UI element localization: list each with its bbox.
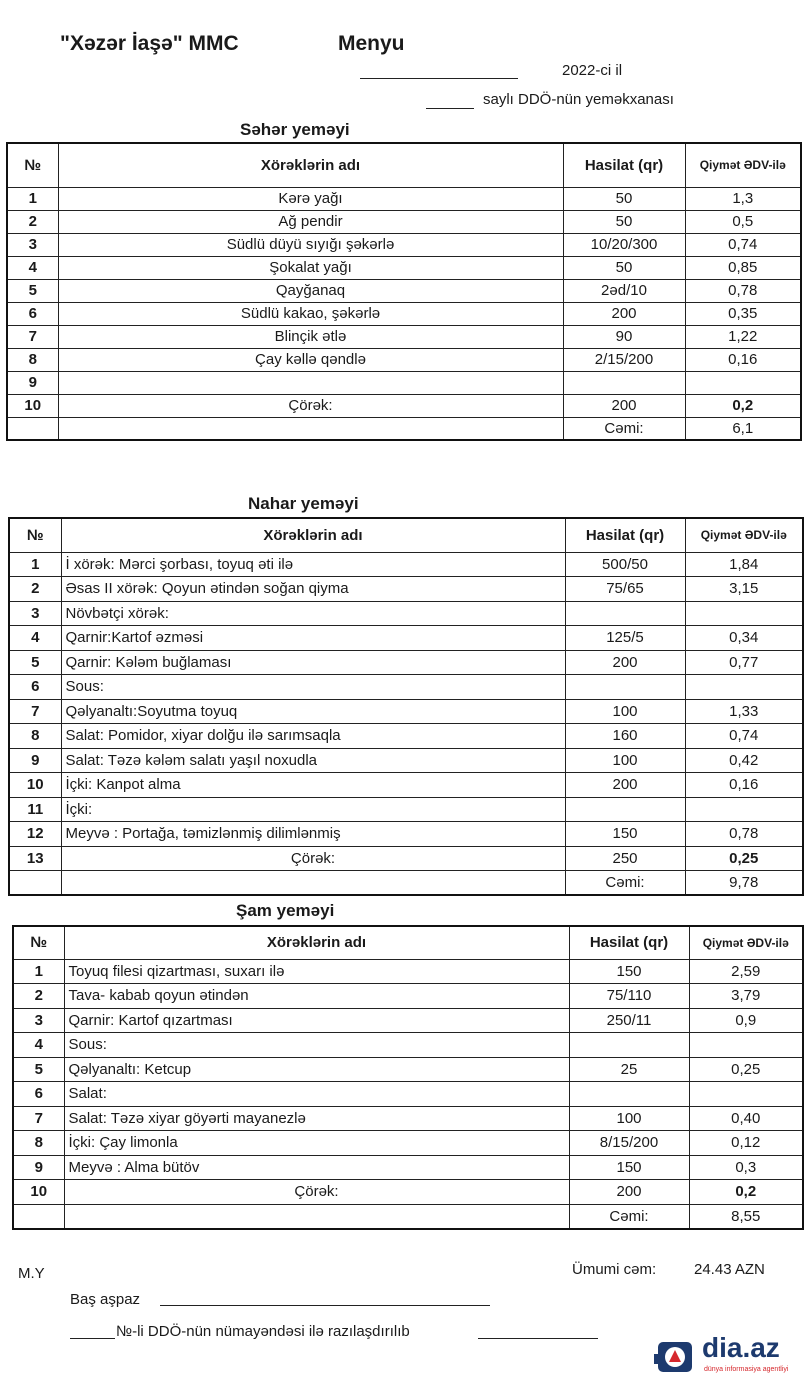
dish-amount: 100 xyxy=(565,699,685,724)
table-row xyxy=(9,846,803,871)
column-header-price: Qiymət ƏDV-ilə xyxy=(689,926,803,959)
table-row xyxy=(9,699,803,724)
row-number: 2 xyxy=(7,210,58,233)
dish-price xyxy=(685,601,803,626)
dish-name: Qarnir: Kələm buğlaması xyxy=(61,650,565,675)
dish-price: 0,42 xyxy=(685,748,803,773)
dish-amount xyxy=(565,675,685,700)
dish-price: 1,84 xyxy=(685,552,803,577)
dish-price: 0,16 xyxy=(685,348,801,371)
row-number: 4 xyxy=(9,626,61,651)
row-number: 7 xyxy=(7,325,58,348)
dish-price: 0,2 xyxy=(689,1180,803,1205)
row-number: 3 xyxy=(7,233,58,256)
dish-amount xyxy=(565,601,685,626)
dish-amount xyxy=(569,1082,689,1107)
chef-signature-line xyxy=(160,1305,490,1306)
dia-az-watermark xyxy=(652,1330,802,1380)
table-row xyxy=(13,1180,803,1205)
table-row xyxy=(13,1082,803,1107)
dish-amount: 150 xyxy=(569,959,689,984)
table-row xyxy=(13,1008,803,1033)
table-row xyxy=(7,187,801,210)
dish-price: 0,35 xyxy=(685,302,801,325)
dish-name: Sous: xyxy=(64,1033,569,1058)
dish-amount: 10/20/300 xyxy=(563,233,685,256)
dish-name: Çörək: xyxy=(61,846,565,871)
dish-price: 0,5 xyxy=(685,210,801,233)
chef-label: Baş aşpaz xyxy=(70,1291,141,1308)
dish-price: 0,2 xyxy=(685,394,801,417)
table-row xyxy=(9,724,803,749)
dish-name xyxy=(58,371,563,394)
table-row xyxy=(7,348,801,371)
dish-name: Qəlyanaltı:Soyutma toyuq xyxy=(61,699,565,724)
table-row xyxy=(9,552,803,577)
dish-amount xyxy=(569,1033,689,1058)
total-label: Cəmi: xyxy=(563,417,685,440)
table-row xyxy=(7,325,801,348)
dish-amount: 200 xyxy=(565,773,685,798)
table-row xyxy=(9,626,803,651)
row-number: 8 xyxy=(13,1131,64,1156)
dish-name: Salat: xyxy=(64,1082,569,1107)
canteen-suffix: saylı DDÖ-nün yeməkxanası xyxy=(483,91,674,108)
dish-amount: 250/11 xyxy=(569,1008,689,1033)
dish-name: Tava- kabab qoyun ətindən xyxy=(64,984,569,1009)
dish-amount: 150 xyxy=(569,1155,689,1180)
table-row xyxy=(9,650,803,675)
row-number: 4 xyxy=(13,1033,64,1058)
brand-tagline: dünya informasiya agentliyi xyxy=(704,1366,789,1373)
dish-amount: 100 xyxy=(569,1106,689,1131)
table-row xyxy=(9,748,803,773)
table-row xyxy=(9,675,803,700)
table-row xyxy=(13,1057,803,1082)
table-row xyxy=(7,233,801,256)
table-row xyxy=(9,577,803,602)
dish-name: Meyvə : Alma bütöv xyxy=(64,1155,569,1180)
dish-name: Blinçik ətlə xyxy=(58,325,563,348)
total-value: 6,1 xyxy=(685,417,801,440)
row-number: 9 xyxy=(13,1155,64,1180)
dish-price xyxy=(689,1082,803,1107)
dish-price xyxy=(685,797,803,822)
agreement-signature-line xyxy=(478,1338,598,1339)
row-number: 10 xyxy=(13,1180,64,1205)
column-header-amount: Hasilat (qr) xyxy=(563,143,685,187)
dish-name: Kərə yağı xyxy=(58,187,563,210)
empty-cell xyxy=(13,1204,64,1229)
dish-name: Çörək: xyxy=(58,394,563,417)
dish-amount: 500/50 xyxy=(565,552,685,577)
table-row xyxy=(7,256,801,279)
table-row xyxy=(9,773,803,798)
dish-name: İçki: Çay limonla xyxy=(64,1131,569,1156)
table-row xyxy=(7,279,801,302)
row-number: 9 xyxy=(7,371,58,394)
dish-amount: 150 xyxy=(565,822,685,847)
dish-name: Südlü kakao, şəkərlə xyxy=(58,302,563,325)
row-number: 3 xyxy=(13,1008,64,1033)
dish-amount xyxy=(565,797,685,822)
page-title: Menyu xyxy=(338,32,405,55)
agreement-text: №-li DDÖ-nün nümayəndəsi ilə razılaşdırılıb xyxy=(116,1323,410,1340)
dish-name: Salat: Pomidor, xiyar dolğu ilə sarımsaqla xyxy=(61,724,565,749)
row-number: 2 xyxy=(9,577,61,602)
row-number: 10 xyxy=(9,773,61,798)
dish-amount: 200 xyxy=(569,1180,689,1205)
row-number: 7 xyxy=(9,699,61,724)
row-number: 6 xyxy=(7,302,58,325)
row-number: 8 xyxy=(7,348,58,371)
dish-price: 0,25 xyxy=(689,1057,803,1082)
table-row xyxy=(13,1106,803,1131)
stamp-label: M.Y xyxy=(18,1265,45,1282)
dish-name: İçki: xyxy=(61,797,565,822)
row-number: 8 xyxy=(9,724,61,749)
dish-price: 3,79 xyxy=(689,984,803,1009)
dish-price: 1,22 xyxy=(685,325,801,348)
dish-price: 0,16 xyxy=(685,773,803,798)
row-number: 5 xyxy=(9,650,61,675)
dish-price: 0,3 xyxy=(689,1155,803,1180)
total-row xyxy=(7,417,801,440)
dish-amount: 75/110 xyxy=(569,984,689,1009)
dish-name: Salat: Təzə kələm salatı yaşıl noxudla xyxy=(61,748,565,773)
dia-az-logo-icon xyxy=(652,1332,698,1378)
dish-amount: 200 xyxy=(565,650,685,675)
table-row xyxy=(7,394,801,417)
dish-name: Qarnir: Kartof qızartması xyxy=(64,1008,569,1033)
dish-amount: 200 xyxy=(563,394,685,417)
dish-amount: 8/15/200 xyxy=(569,1131,689,1156)
row-number: 1 xyxy=(7,187,58,210)
table-row xyxy=(13,1033,803,1058)
dish-amount: 2əd/10 xyxy=(563,279,685,302)
dish-price xyxy=(689,1033,803,1058)
dish-price: 0,12 xyxy=(689,1131,803,1156)
table-row xyxy=(13,984,803,1009)
grand-total-label: Ümumi cəm: xyxy=(572,1261,657,1278)
row-number: 6 xyxy=(13,1082,64,1107)
row-number: 1 xyxy=(13,959,64,984)
lunch-table xyxy=(8,517,804,896)
total-row xyxy=(9,871,803,896)
dish-price: 2,59 xyxy=(689,959,803,984)
row-number: 5 xyxy=(13,1057,64,1082)
dish-name: İçki: Kanpot alma xyxy=(61,773,565,798)
table-row xyxy=(9,797,803,822)
dish-amount: 100 xyxy=(565,748,685,773)
total-value: 8,55 xyxy=(689,1204,803,1229)
dish-price: 0,25 xyxy=(685,846,803,871)
dish-name: Növbətçi xörək: xyxy=(61,601,565,626)
dinner-table xyxy=(12,925,804,1230)
dish-price: 0,74 xyxy=(685,724,803,749)
dish-amount xyxy=(563,371,685,394)
total-label: Cəmi: xyxy=(569,1204,689,1229)
row-number: 5 xyxy=(7,279,58,302)
brand-name: dia.az xyxy=(702,1332,780,1363)
breakfast-table xyxy=(6,142,802,441)
empty-cell xyxy=(64,1204,569,1229)
dish-name: Qarnir:Kartof əzməsi xyxy=(61,626,565,651)
table-row xyxy=(7,210,801,233)
row-number: 3 xyxy=(9,601,61,626)
lunch-title: Nahar yeməyi xyxy=(248,494,359,513)
table-row xyxy=(13,1155,803,1180)
dish-price: 0,78 xyxy=(685,279,801,302)
row-number: 6 xyxy=(9,675,61,700)
dish-amount: 50 xyxy=(563,187,685,210)
dish-price xyxy=(685,675,803,700)
dish-name: Sous: xyxy=(61,675,565,700)
row-number: 9 xyxy=(9,748,61,773)
dish-amount: 2/15/200 xyxy=(563,348,685,371)
dish-amount: 250 xyxy=(565,846,685,871)
dish-price: 0,85 xyxy=(685,256,801,279)
row-number: 13 xyxy=(9,846,61,871)
dish-amount: 75/65 xyxy=(565,577,685,602)
dish-amount: 200 xyxy=(563,302,685,325)
empty-cell xyxy=(61,871,565,896)
breakfast-title: Səhər yeməyi xyxy=(240,120,350,139)
column-header-no: № xyxy=(13,926,64,959)
dish-price: 0,9 xyxy=(689,1008,803,1033)
row-number: 10 xyxy=(7,394,58,417)
grand-total-value: 24.43 AZN xyxy=(694,1261,765,1278)
row-number: 7 xyxy=(13,1106,64,1131)
canteen-number-line xyxy=(426,108,474,109)
table-row xyxy=(7,302,801,325)
column-header-price: Qiymət ƏDV-ilə xyxy=(685,518,803,552)
dish-price: 0,78 xyxy=(685,822,803,847)
column-header-name: Xörəklərin adı xyxy=(64,926,569,959)
dish-name: Toyuq filesi qizartması, suxarı ilə xyxy=(64,959,569,984)
date-blank-line xyxy=(360,78,518,79)
dish-name: Meyvə : Portağa, təmizlənmiş dilimlənmiş xyxy=(61,822,565,847)
empty-cell xyxy=(9,871,61,896)
column-header-no: № xyxy=(7,143,58,187)
column-header-amount: Hasilat (qr) xyxy=(569,926,689,959)
dinner-title: Şam yeməyi xyxy=(236,901,335,920)
table-row xyxy=(7,371,801,394)
row-number: 11 xyxy=(9,797,61,822)
dish-name: İ xörək: Mərci şorbası, toyuq əti ilə xyxy=(61,552,565,577)
column-header-no: № xyxy=(9,518,61,552)
dish-price xyxy=(685,371,801,394)
empty-cell xyxy=(58,417,563,440)
dish-name: Çörək: xyxy=(64,1180,569,1205)
dish-amount: 25 xyxy=(569,1057,689,1082)
dish-name: Qayğanaq xyxy=(58,279,563,302)
column-header-amount: Hasilat (qr) xyxy=(565,518,685,552)
row-number: 1 xyxy=(9,552,61,577)
dish-price: 0,34 xyxy=(685,626,803,651)
row-number: 2 xyxy=(13,984,64,1009)
dish-price: 3,15 xyxy=(685,577,803,602)
dish-name: Ağ pendir xyxy=(58,210,563,233)
dish-amount: 125/5 xyxy=(565,626,685,651)
dish-amount: 50 xyxy=(563,256,685,279)
dish-amount: 90 xyxy=(563,325,685,348)
dish-name: Çay kəllə qəndlə xyxy=(58,348,563,371)
empty-cell xyxy=(7,417,58,440)
table-row xyxy=(13,959,803,984)
total-row xyxy=(13,1204,803,1229)
dish-name: Qəlyanaltı: Ketcup xyxy=(64,1057,569,1082)
dish-name: Salat: Təzə xiyar göyərti mayanezlə xyxy=(64,1106,569,1131)
table-row xyxy=(9,601,803,626)
dish-price: 0,40 xyxy=(689,1106,803,1131)
dish-amount: 50 xyxy=(563,210,685,233)
dish-name: Şokalat yağı xyxy=(58,256,563,279)
table-row xyxy=(9,822,803,847)
agreement-number-line xyxy=(70,1338,115,1339)
column-header-name: Xörəklərin adı xyxy=(58,143,563,187)
year-suffix: 2022-ci il xyxy=(562,62,623,79)
row-number: 4 xyxy=(7,256,58,279)
dish-name: Südlü düyü sıyığı şəkərlə xyxy=(58,233,563,256)
column-header-price: Qiymət ƏDV-ilə xyxy=(685,143,801,187)
column-header-name: Xörəklərin adı xyxy=(61,518,565,552)
dish-price: 0,77 xyxy=(685,650,803,675)
dish-price: 0,74 xyxy=(685,233,801,256)
dish-price: 1,3 xyxy=(685,187,801,210)
table-row xyxy=(13,1131,803,1156)
dish-price: 1,33 xyxy=(685,699,803,724)
total-label: Cəmi: xyxy=(565,871,685,896)
company-name: "Xəzər İaşə" MMC xyxy=(60,32,239,55)
row-number: 12 xyxy=(9,822,61,847)
dish-name: Əsas II xörək: Qoyun ətindən soğan qiyma xyxy=(61,577,565,602)
total-value: 9,78 xyxy=(685,871,803,896)
dish-amount: 160 xyxy=(565,724,685,749)
